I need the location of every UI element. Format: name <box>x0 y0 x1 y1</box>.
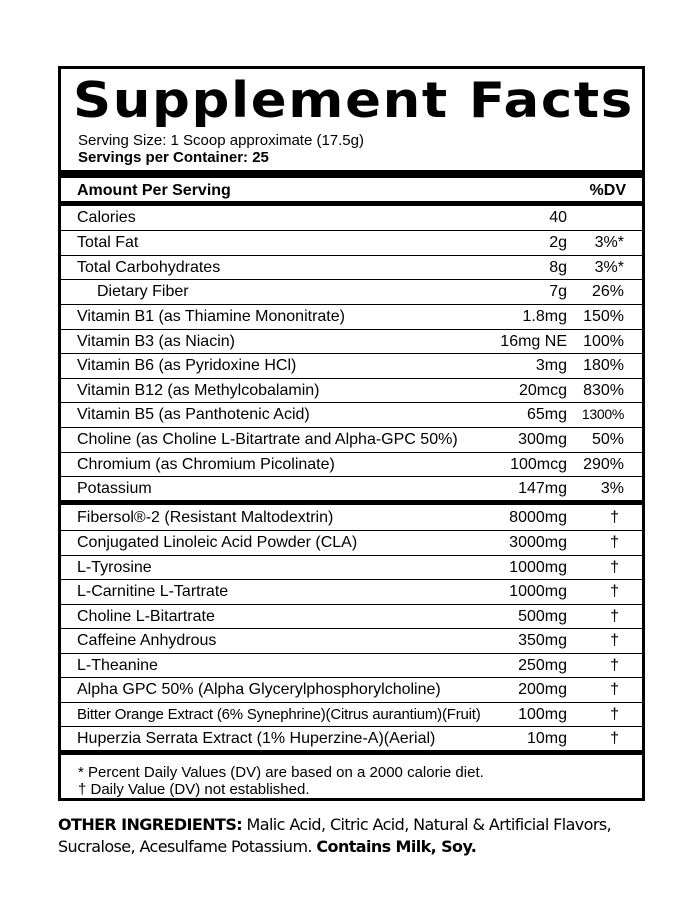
ingredient-row <box>61 702 642 727</box>
ingredient-name: L-Theanine <box>77 657 158 674</box>
nutrient-name: Chromium (as Chromium Picolinate) <box>77 456 335 473</box>
nutrient-amount: 2g <box>549 234 567 251</box>
ingredient-dv: † <box>610 706 619 723</box>
ingredient-amount: 10mg <box>526 730 567 747</box>
nutrient-row <box>61 230 642 255</box>
other-ingredients-text: Malic Acid, Citric Acid, Natural & Artificial Flavors, Sucralose, Acesulfame Potassium. <box>58 815 612 856</box>
nutrient-dv: 3%* <box>594 259 624 276</box>
nutrient-dv: 1300% <box>581 406 624 422</box>
nutrient-row <box>61 206 642 230</box>
nutrient-name: Vitamin B12 (as Methylcobalamin) <box>77 382 320 399</box>
nutrient-name: Total Fat <box>77 234 139 251</box>
amount-per-serving-label: Amount Per Serving <box>77 182 231 199</box>
other-ingredients-label: OTHER INGREDIENTS: <box>58 815 243 834</box>
ingredient-name: Bitter Orange Extract (6% Synephrine)(Citrus aurantium)(Fruit) <box>77 706 481 723</box>
nutrient-amount: 300mg <box>518 431 567 448</box>
ingredient-dv: † <box>610 559 619 576</box>
ingredient-dv: † <box>610 608 619 625</box>
nutrient-name: Choline (as Choline L-Bitartrate and Alpha-GPC 50%) <box>77 431 458 448</box>
ingredient-amount: 500mg <box>518 608 567 625</box>
nutrient-row <box>61 402 642 427</box>
nutrient-name: Vitamin B1 (as Thiamine Mononitrate) <box>77 308 345 325</box>
ingredient-amount: 350mg <box>518 632 567 649</box>
nutrient-row <box>61 378 642 403</box>
nutrient-name: Vitamin B5 (as Panthotenic Acid) <box>77 406 310 423</box>
nutrient-row <box>61 255 642 280</box>
nutrient-dv: 830% <box>583 382 624 399</box>
ingredient-amount: 200mg <box>518 681 567 698</box>
ingredient-row <box>61 506 642 530</box>
nutrient-row <box>61 452 642 477</box>
ingredient-row <box>61 726 642 751</box>
divider-medium <box>61 500 642 505</box>
divider-thick <box>61 170 642 178</box>
nutrient-amount: 8g <box>549 259 567 276</box>
nutrient-amount: 1.8mg <box>522 308 567 325</box>
ingredient-name: L-Carnitine L-Tartrate <box>77 583 229 600</box>
serving-info <box>78 132 364 166</box>
panel-title: Supplement Facts <box>73 72 634 129</box>
nutrient-row <box>61 279 642 304</box>
nutrient-row <box>61 353 642 378</box>
footnotes <box>78 764 484 798</box>
ingredient-name: Huperzia Serrata Extract (1% Huperzine-A)(Aerial) <box>77 730 436 747</box>
ingredient-dv: † <box>610 509 619 526</box>
serving-size: Serving Size: 1 Scoop approximate (17.5g) <box>78 132 364 149</box>
ingredient-name: L-Tyrosine <box>77 559 152 576</box>
nutrient-dv: 100% <box>583 333 624 350</box>
dagger-footnote: † Daily Value (DV) not established. <box>78 781 310 798</box>
nutrient-dv: 3%* <box>594 234 624 251</box>
ingredient-amount: 1000mg <box>509 583 567 600</box>
ingredient-amount: 3000mg <box>509 534 567 551</box>
nutrient-row <box>61 476 642 501</box>
nutrient-dv: 3% <box>600 480 624 497</box>
divider-medium <box>61 750 642 755</box>
amount-header <box>61 179 642 203</box>
ingredient-name: Choline L-Bitartrate <box>77 608 215 625</box>
nutrient-row <box>61 304 642 329</box>
nutrient-dv: 290% <box>583 456 624 473</box>
ingredient-row <box>61 555 642 580</box>
ingredient-dv: † <box>610 681 619 698</box>
nutrient-row <box>61 329 642 354</box>
nutrient-name: Dietary Fiber <box>97 283 189 300</box>
nutrient-dv: 150% <box>583 308 624 325</box>
ingredient-name: Conjugated Linoleic Acid Powder (CLA) <box>77 534 358 551</box>
ingredient-row <box>61 604 642 629</box>
nutrient-amount: 20mcg <box>518 382 567 399</box>
ingredient-name: Fibersol®-2 (Resistant Maltodextrin) <box>77 509 334 526</box>
ingredient-name: Alpha GPC 50% (Alpha Glycerylphosphorylcholine) <box>77 681 441 698</box>
nutrient-dv: 180% <box>583 357 624 374</box>
nutrient-amount: 3mg <box>535 357 567 374</box>
ingredient-row <box>61 579 642 604</box>
ingredient-row <box>61 628 642 653</box>
nutrient-amount: 16mg NE <box>500 333 567 350</box>
nutrient-amount: 147mg <box>518 480 567 497</box>
dv-label: %DV <box>589 182 626 199</box>
nutrient-amount: 7g <box>549 283 567 300</box>
ingredient-dv: † <box>610 730 619 747</box>
servings-per-container: Servings per Container: 25 <box>78 149 269 166</box>
ingredient-dv: † <box>610 534 619 551</box>
ingredient-dv: † <box>610 583 619 600</box>
nutrient-name: Vitamin B6 (as Pyridoxine HCl) <box>77 357 297 374</box>
nutrient-name: Potassium <box>77 480 152 497</box>
ingredient-dv: † <box>610 657 619 674</box>
ingredient-amount: 250mg <box>518 657 567 674</box>
ingredient-amount: 100mg <box>518 706 567 723</box>
allergen-statement: Contains Milk, Soy. <box>316 837 477 856</box>
ingredient-row <box>61 530 642 555</box>
nutrient-amount: 100mcg <box>510 456 567 473</box>
nutrient-name: Total Carbohydrates <box>77 259 221 276</box>
ingredient-row <box>61 653 642 678</box>
nutrient-name: Vitamin B3 (as Niacin) <box>77 333 235 350</box>
ingredient-dv: † <box>610 632 619 649</box>
ingredient-amount: 8000mg <box>509 509 567 526</box>
nutrient-name: Calories <box>77 209 136 226</box>
nutrient-amount: 65mg <box>526 406 567 423</box>
percent-dv-footnote: * Percent Daily Values (DV) are based on a 2000 calorie diet. <box>78 764 484 781</box>
nutrient-amount: 40 <box>549 209 567 226</box>
ingredient-amount: 1000mg <box>509 559 567 576</box>
supplement-facts-panel <box>58 66 645 801</box>
other-ingredients <box>58 814 658 858</box>
ingredient-row <box>61 677 642 702</box>
nutrient-row <box>61 427 642 452</box>
ingredient-name: Caffeine Anhydrous <box>77 632 217 649</box>
nutrient-dv: 26% <box>591 283 624 300</box>
nutrient-dv: 50% <box>591 431 624 448</box>
